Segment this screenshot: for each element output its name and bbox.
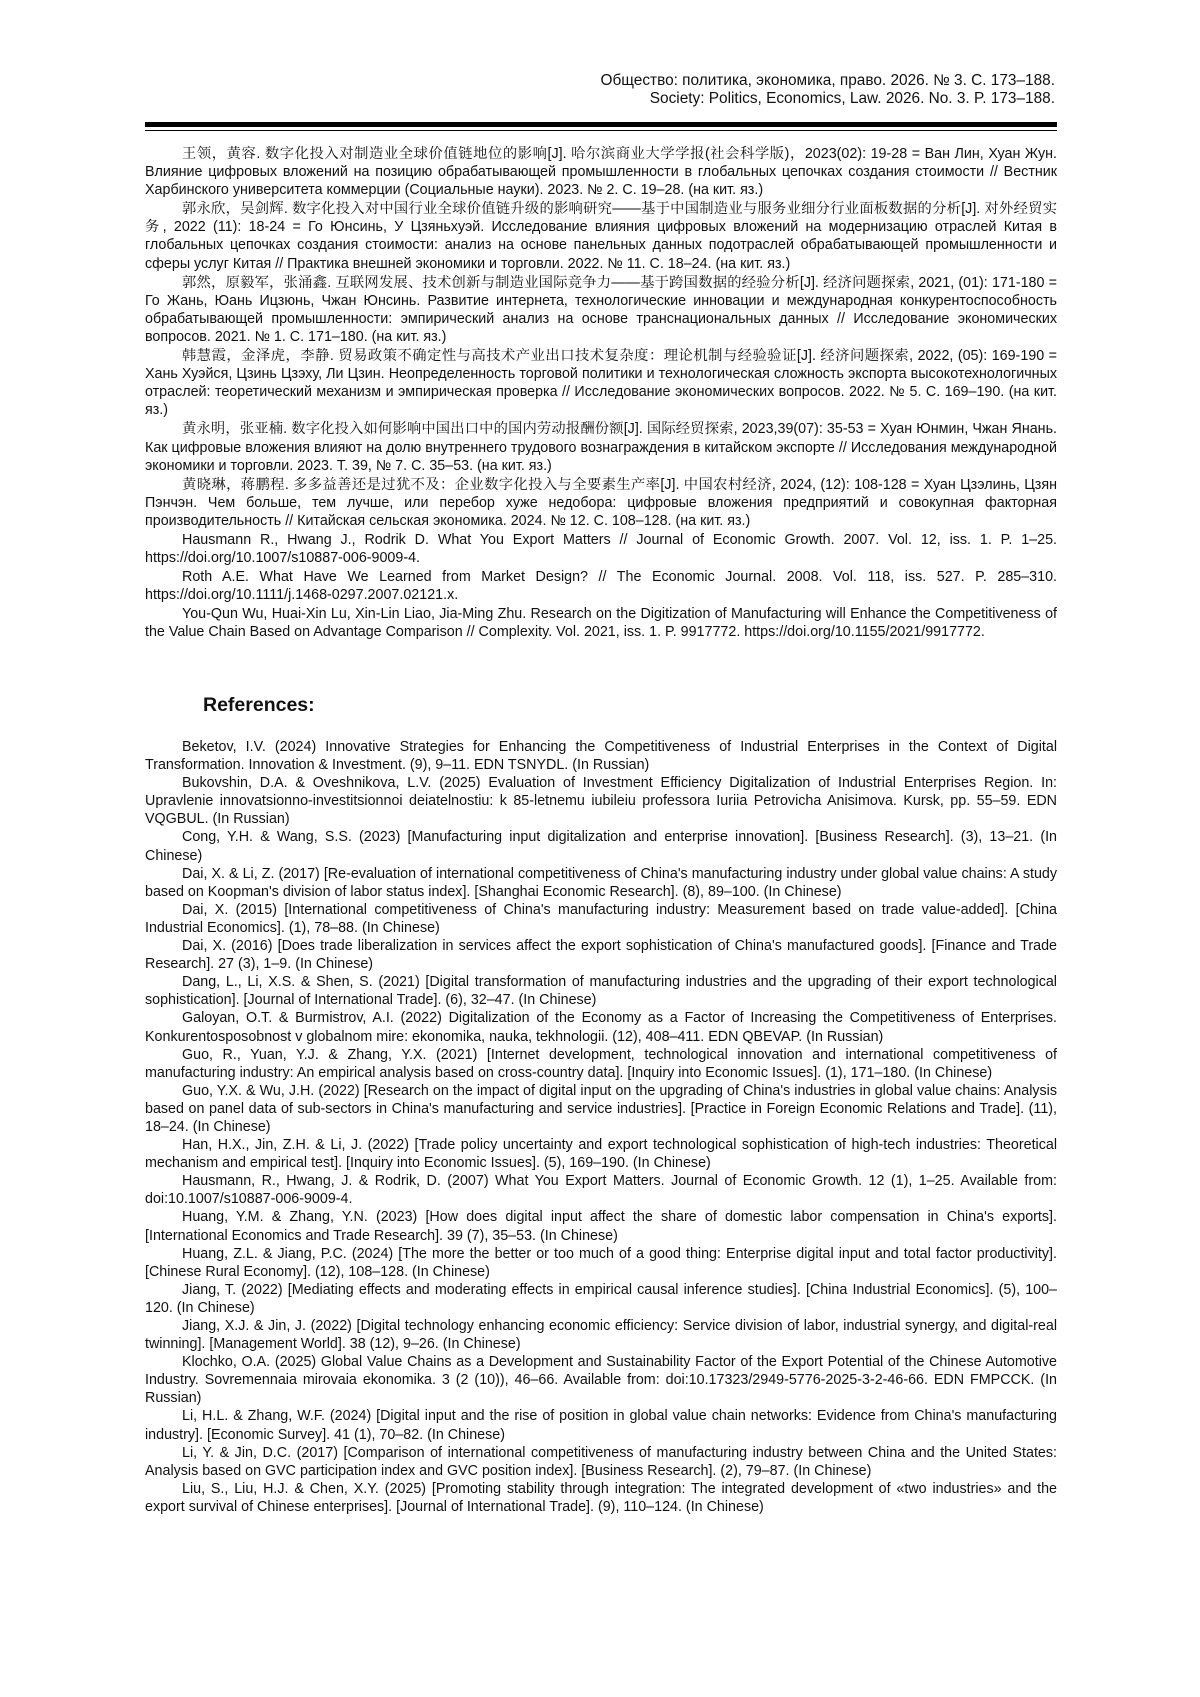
references-heading: References: bbox=[203, 694, 315, 716]
reference-entry: Dang, L., Li, X.S. & Shen, S. (2021) [Digital transformation of manufacturing industries and the upgrading of their export technological sophistication]. [Journal of International Trade]. (6), 32–47. (In Chinese) bbox=[145, 974, 1057, 1009]
bibliography-entry: Roth A.E. What Have We Learned from Market Design? // The Economic Journal. 2008. Vol. 118, iss. 527. P. 285–310. https://doi.org/10.1111/j.1468-0297.2007.02121.x. bbox=[145, 569, 1057, 604]
reference-entry: Guo, Y.X. & Wu, J.H. (2022) [Research on the impact of digital input on the upgrading of China's industries in global value chains: Analysis based on panel data of sub-sectors in China's manufacturing and service industries]. [Practice in Foreign Economic Relations and Trade]. (11), 18–24. (In Chinese) bbox=[145, 1082, 1057, 1135]
header-rule-thin bbox=[145, 130, 1057, 131]
reference-entry: Dai, X. (2016) [Does trade liberalization in services affect the export sophistication of China's manufactured goods]. [Finance and Trade Research]. 27 (3), 1–9. (In Chinese) bbox=[145, 938, 1057, 973]
running-header bbox=[600, 72, 1055, 108]
reference-entry: Li, Y. & Jin, D.C. (2017) [Comparison of international competitiveness of manufacturing industry between China and the United States: Analysis based on GVC participation index and GVC position index]. [Business Research]. (2), 79–87. (In Chinese) bbox=[145, 1444, 1057, 1479]
reference-entry: Beketov, I.V. (2024) Innovative Strategies for Enhancing the Competitiveness of Industrial Enterprises in the Context of Digital Transformation. Innovation & Investment. (9), 9–11. EDN TSNYDL. (In Russian) bbox=[145, 739, 1057, 774]
bibliography-entry: You-Qun Wu, Huai-Xin Lu, Xin-Lin Liao, Jia-Ming Zhu. Research on the Digitization of Manufacturing will Enhance the Competitiveness of the Value Chain Based on Advantage Comparison // Complexity. Vol. 2021, iss. 1. P. 9917772. https://doi.org/10.1155/2021/9917772. bbox=[145, 606, 1057, 641]
reference-entry: Klochko, O.A. (2025) Global Value Chains as a Development and Sustainability Factor of the Export Potential of the Chinese Automotive Industry. Sovremennaia mirovaia ekonomika. 3 (2 (10)), 46–66. Available from: doi:10.17323/2949-5776-2025-3-2-46-66. EDN FMPCCK. (In Russian) bbox=[145, 1354, 1057, 1407]
reference-entry: Li, H.L. & Zhang, W.F. (2024) [Digital input and the rise of position in global value chain networks: Evidence from China's manufacturing industry]. [Economic Survey]. 41 (1), 70–82. (In Chinese) bbox=[145, 1408, 1057, 1443]
reference-entry: Huang, Y.M. & Zhang, Y.N. (2023) [How does digital input affect the share of domestic labor compensation in China's exports]. [International Economics and Trade Research]. 39 (7), 35–53. (In Chinese) bbox=[145, 1209, 1057, 1244]
reference-entry: Jiang, T. (2022) [Mediating effects and moderating effects in empirical causal inference studies]. [China Industrial Economics]. (5), 100–120. (In Chinese) bbox=[145, 1281, 1057, 1316]
reference-entry: Dai, X. (2015) [International competitiveness of China's manufacturing industry: Measurement based on trade value-added]. [China Industrial Economics]. (1), 78–88. (In Chinese) bbox=[145, 901, 1057, 936]
reference-entry: Hausmann, R., Hwang, J. & Rodrik, D. (2007) What You Export Matters. Journal of Economic Growth. 12 (1), 1–25. Available from: doi:10.1007/s10887-006-9009-4. bbox=[145, 1173, 1057, 1208]
bibliography-entry: 黄晓琳，蒋鹏程. 多多益善还是过犹不及：企业数字化投入与全要素生产率[J]. 中国农村经济, 2024, (12): 108-128 = Хуан Цзэлинь, Цзян Пэнчэн. Чем больше, тем лучше, или перебор хуже недобора: цифровые вложения предприятий и совокупная факторная производительность // Китайская сельская экономика. 2024. № 12. С. 108–128. (на кит. яз.) bbox=[145, 476, 1057, 529]
reference-entry: Cong, Y.H. & Wang, S.S. (2023) [Manufacturing input digitalization and enterprise innovation]. [Business Research]. (3), 13–21. (In Chinese) bbox=[145, 829, 1057, 864]
header-line-ru: Общество: политика, экономика, право. 2026. № 3. С. 173–188. bbox=[600, 72, 1055, 89]
bibliography-entry: 黄永明，张亚楠. 数字化投入如何影响中国出口中的国内劳动报酬份额[J]. 国际经贸探索, 2023,39(07): 35-53 = Хуан Юнмин, Чжан Янань. Как цифровые вложения влияют на долю внутреннего трудового вознаграждения в китайском экспорте // Исследования международной экономики и торговли. 2023. Т. 39, № 7. С. 35–53. (на кит. яз.) bbox=[145, 421, 1057, 474]
bibliography-entry: 韩慧霞，金泽虎，李静. 贸易政策不确定性与高技术产业出口技术复杂度：理论机制与经验验证[J]. 经济问题探索, 2022, (05): 169-190 = Хань Хуэйся, Цзинь Цзэху, Ли Цзин. Неопределенность торговой политики и технологическая сложность экспорта высокотехнологичных отраслей: теоретический механизм и эмпирическая проверка // Исследование экономических вопросов. 2022. № 5. С. 169–190. (на кит. яз.) bbox=[145, 348, 1057, 419]
header-line-en: Society: Politics, Economics, Law. 2026. No. 3. P. 173–188. bbox=[649, 90, 1055, 107]
reference-entry: Liu, S., Liu, H.J. & Chen, X.Y. (2025) [Promoting stability through integration: The integrated development of «two industries» and the export survival of Chinese enterprises]. [Journal of International Trade]. (9), 110–124. (In Chinese) bbox=[145, 1480, 1057, 1515]
bibliography-entry: Hausmann R., Hwang J., Rodrik D. What You Export Matters // Journal of Economic Growth. 2007. Vol. 12, iss. 1. P. 1–25. https://doi.org/10.1007/s10887-006-9009-4. bbox=[145, 531, 1057, 567]
bibliography-list bbox=[145, 145, 1057, 643]
reference-entry: Dai, X. & Li, Z. (2017) [Re-evaluation of international competitiveness of China's manufacturing industry under global value chains: A study based on Koopman's division of labor status index]. [Shanghai Economic Research]. (8), 89–100. (In Chinese) bbox=[145, 865, 1057, 900]
reference-entry: Han, H.X., Jin, Z.H. & Li, J. (2022) [Trade policy uncertainty and export technological sophistication of high-tech industries: Theoretical mechanism and empirical test]. [Inquiry into Economic Issues]. (5), 169–190. (In Chinese) bbox=[145, 1137, 1057, 1172]
bibliography-entry: 王领，黄容. 数字化投入对制造业全球价值链地位的影响[J]. 哈尔滨商业大学学报(社会科学版)，2023(02): 19-28 = Ван Лин, Хуан Жун. Влияние цифровых вложений на позицию обрабатывающей промышленности в глобальных цепочках создания стоимости // Вестник Харбинского университета коммерции (Социальные науки). 2023. № 2. С. 19–28. (на кит. яз.) bbox=[145, 146, 1057, 199]
header-rule-thick bbox=[145, 122, 1057, 127]
references-list bbox=[145, 738, 1057, 1516]
reference-entry: Jiang, X.J. & Jin, J. (2022) [Digital technology enhancing economic efficiency: Service division of labor, industrial synergy, and digital-real twinning]. [Management World]. 38 (12), 9–26. (In Chinese) bbox=[145, 1318, 1057, 1353]
bibliography-entry: 郭然，原毅军，张涌鑫. 互联网发展、技术创新与制造业国际竞争力——基于跨国数据的经验分析[J]. 经济问题探索, 2021, (01): 171-180 = Го Жань, Юань Ицзюнь, Чжан Юнсинь. Развитие интернета, технологические инновации и международная конкурентоспособность обрабатывающей промышленности: эмпирический анализ на основе транснациональных данных // Исследование экономических вопросов. 2021. № 1. С. 171–180. (на кит. яз.) bbox=[145, 274, 1057, 345]
reference-entry: Bukovshin, D.A. & Oveshnikova, L.V. (2025) Evaluation of Investment Efficiency Digitalization of Industrial Enterprises Region. In: Upravlenie innovatsionno-investitsionnoi deiatelnostiu: k 85-letnemu iubileiu professora Iuriia Petrovicha Anisimova. Kursk, pp. 55–59. EDN VQGBUL. (In Russian) bbox=[145, 775, 1057, 828]
reference-entry: Galoyan, O.T. & Burmistrov, A.I. (2022) Digitalization of the Economy as a Factor of Increasing the Competitiveness of Enterprises. Konkurentosposobnost v globalnom mire: ekonomika, nauka, tekhnologii. (12), 408–411. EDN QBEVAP. (In Russian) bbox=[145, 1010, 1057, 1045]
reference-entry: Huang, Z.L. & Jiang, P.C. (2024) [The more the better or too much of a good thing: Enterprise digital input and total factor productivity]. [Chinese Rural Economy]. (12), 108–128. (In Chinese) bbox=[145, 1245, 1057, 1280]
reference-entry: Guo, R., Yuan, Y.J. & Zhang, Y.X. (2021) [Internet development, technological innovation and international competitiveness of manufacturing industry: An empirical analysis based on cross-country data]. [Inquiry into Economic Issues]. (1), 171–180. (In Chinese) bbox=[145, 1046, 1057, 1081]
bibliography-entry: 郭永欣，吴剑辉. 数字化投入对中国行业全球价值链升级的影响研究——基于中国制造业与服务业细分行业面板数据的分析[J]. 对外经贸实务, 2022 (11): 18-24 = Го Юнсинь, У Цзяньхуэй. Исследование влияния цифровых вложений на модернизацию отраслей Китая в глобальных цепочках создания стоимости: анализ на основе панельных данных подотраслей обрабатывающей промышленности и сферы услуг Китая // Практика внешней экономики и торговли. 2022. № 11. С. 18–24. (на кит. яз.) bbox=[145, 201, 1057, 272]
